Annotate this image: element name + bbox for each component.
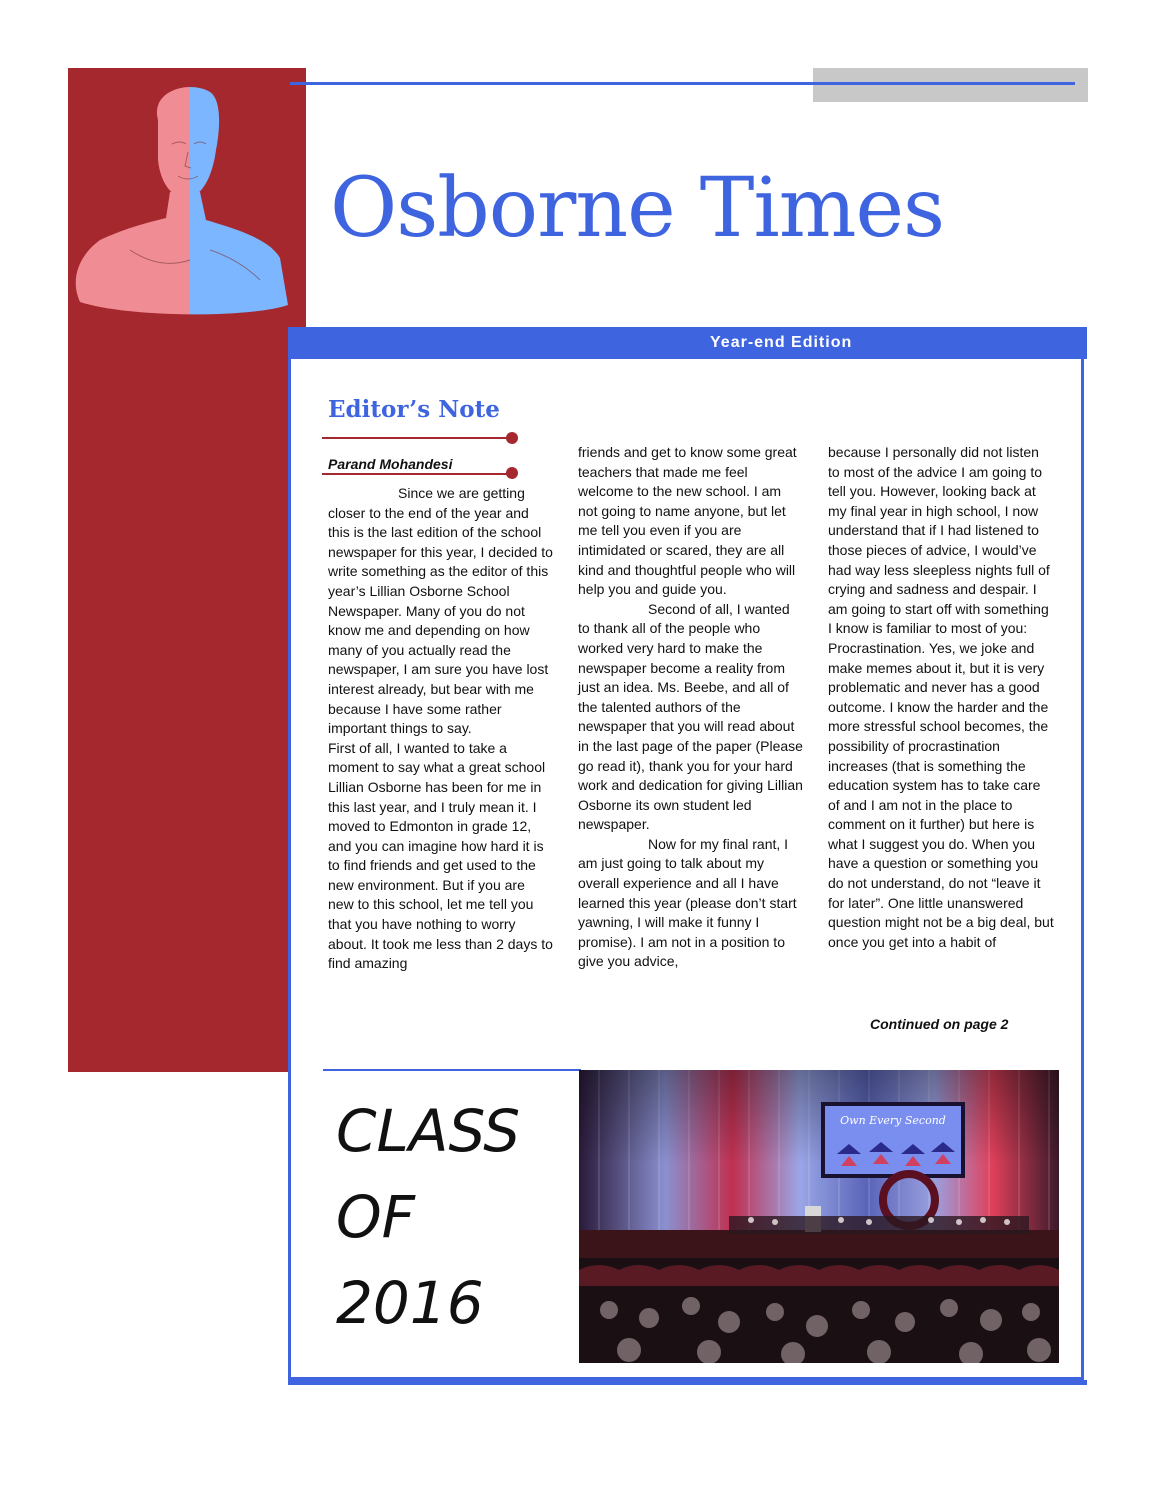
header-rule (290, 82, 1075, 85)
feature-rule (323, 1069, 581, 1071)
screen-caption: Own Every Second (840, 1114, 946, 1127)
section-title: Editor’s Note (328, 396, 500, 423)
author-byline: Parand Mohandesi (328, 456, 453, 472)
class-heading-line: OF (336, 1183, 416, 1251)
byline-underline-dot (506, 467, 518, 479)
graduation-photo (579, 1070, 1059, 1363)
article-paragraph: Second of all, I wanted to thank all of the people who worked very hard to make the newspaper become a reality from just an idea. Ms. Beebe, and all of the talented authors of the newspaper that you will read about in the last page of the paper (Please go read it), thank you for your hard work and dedication for giving Lillian Osborne its own student led newspaper. (578, 600, 803, 833)
article-paragraph: because I personally did not listen to most of the advice I am going to tell you. However, looking back at my final year in high school, I now understand that if I had listened to those pieces of advice, I would’ve had way less sleepless nights full of crying and sadness and despair. I am going to start off with something I know is familiar to most of you: Procrastination. Yes, we joke and make memes about it, but it is very problematic and never has a good outcome. I know the harder and the more stressful school becomes, the possibility of procrastination increases (that is something the education system has to take care of and I am not in the place to comment on it further) but here is what I suggest you do. When you have a question or something you do not understand, do not “leave it for later”. One little unanswered question might not be a big deal, but once you get into a habit of (828, 444, 1054, 950)
title-underline-dot (506, 432, 518, 444)
bust-portrait-icon (70, 80, 292, 320)
class-heading-line: CLASS (336, 1097, 521, 1165)
article-paragraph: Now for my final rant, I am just going to talk about my overall experience and all I have learned this year (please don’t start yawning, I will make it funny I promise). I am not in a position to give you advice, (578, 835, 797, 970)
content-bottom-rule (288, 1380, 1087, 1385)
edition-bar (288, 327, 1087, 359)
class-of-heading (336, 1088, 520, 1346)
edition-label: Year-end Edition (710, 334, 853, 351)
class-heading-line: 2016 (336, 1269, 484, 1337)
article-column-1 (328, 484, 554, 974)
byline-underline (322, 473, 512, 475)
masthead-title: Osborne Times (330, 161, 945, 256)
title-underline (322, 437, 512, 439)
article-column-3 (828, 443, 1054, 952)
header-accent-bar (813, 68, 1088, 102)
article-paragraph: First of all, I wanted to take a moment to say what a great school Lillian Osborne has been for me in this last year, and I truly mean it. I moved to Edmonton in grade 12, and you can imagine how hard it is to find friends and get used to the new environment. But if you are new to this school, let me tell you that you have nothing to worry about. It took me less than 2 days to find amazing (328, 739, 553, 972)
article-paragraph: friends and get to know some great teachers that made me feel welcome to the new school. I am not going to name anyone, but let me tell you even if you are intimidated or scared, they are all kind and thoughtful people who will help you and guide you. (578, 444, 797, 598)
article-paragraph: Since we are getting closer to the end of the year and this is the last edition of the school newspaper for this year, I decided to write something as the editor of this year’s Lillian Osborne School Newspaper. Many of you do not know me and depending on how many of you actually read the newspaper, I am sure you have lost interest already, but bear with me because I have some rather important things to say. (328, 485, 553, 737)
article-column-2 (578, 443, 804, 972)
continued-link[interactable]: Continued on page 2 (870, 1016, 1009, 1032)
